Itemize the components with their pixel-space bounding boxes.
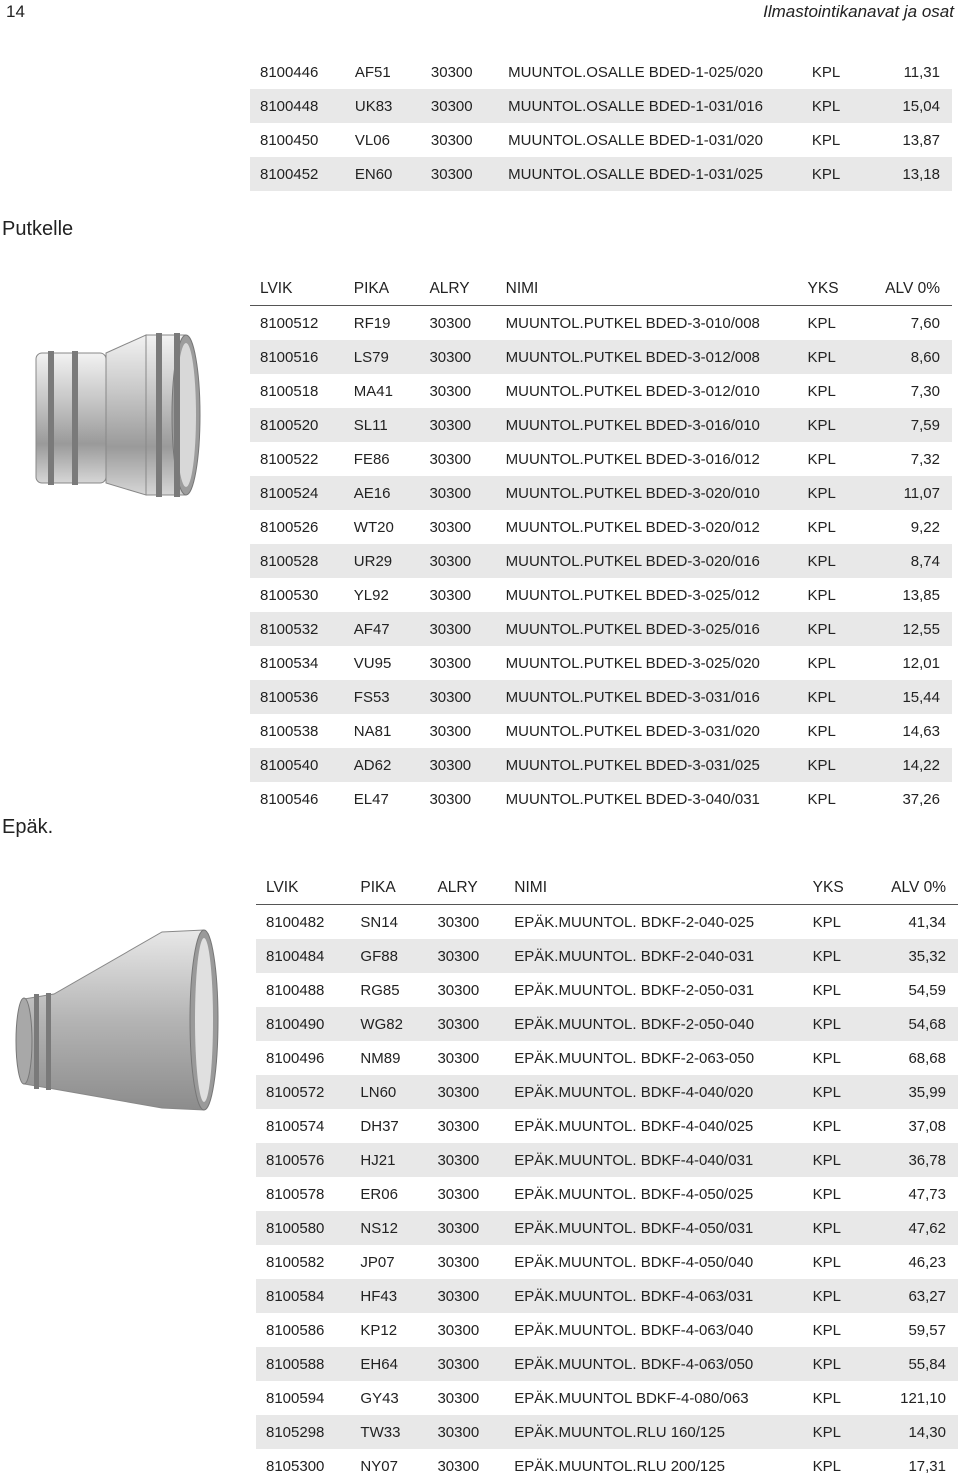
table-row	[256, 1381, 958, 1415]
cell-lvik: 8100580	[256, 1211, 350, 1245]
cell-pika: UR29	[344, 544, 420, 578]
price-table-epak	[256, 872, 958, 1483]
cell-pika: EH64	[350, 1347, 427, 1381]
cell-yks: KPL	[811, 131, 841, 149]
cell-yks: KPL	[812, 1049, 841, 1067]
cell-yks: KPL	[798, 340, 859, 374]
cell-alv: 35,32	[864, 939, 958, 973]
cell-nimi: MUUNTOL.PUTKEL BDED-3-031/020	[505, 722, 760, 740]
cell-yks: KPL	[798, 544, 859, 578]
cell-yks: KPL	[803, 1279, 864, 1313]
table-row	[250, 442, 952, 476]
cell-lvik: 8100540	[250, 748, 344, 782]
cell-alry: 30300	[419, 408, 495, 442]
cell-pika: EN60	[345, 157, 421, 191]
cell-alv: 11,31	[903, 63, 940, 81]
column-header-yks: YKS	[812, 879, 844, 896]
cell-pika: AF51	[354, 63, 391, 81]
cell-lvik: 8100524	[250, 476, 344, 510]
cell-alry: 30300	[430, 63, 473, 81]
cell-yks: KPL	[798, 476, 859, 510]
cell-lvik: 8100586	[266, 1321, 325, 1339]
cell-nimi: MUUNTOL.PUTKEL BDED-3-020/010	[496, 476, 798, 510]
cell-alry: 30300	[437, 1185, 480, 1203]
cell-pika: JP07	[360, 1253, 395, 1271]
cell-alv: 11,07	[858, 476, 952, 510]
cell-nimi: EPÄK.MUUNTOL. BDKF-4-040/025	[514, 1117, 754, 1135]
table-row	[256, 973, 958, 1007]
cell-alry: 30300	[429, 586, 472, 604]
cell-nimi: MUUNTOL.PUTKEL BDED-3-025/016	[496, 612, 798, 646]
cell-yks: KPL	[812, 1321, 841, 1339]
cell-pika: VU95	[353, 654, 392, 672]
table-row	[250, 748, 952, 782]
table-row	[250, 782, 952, 816]
cell-lvik: 8100574	[266, 1117, 325, 1135]
cell-pika: GF88	[350, 939, 427, 973]
cell-nimi: EPÄK.MUUNTOL. BDKF-2-040-025	[514, 913, 755, 931]
cell-pika: AE16	[344, 476, 420, 510]
cell-alv: 35,99	[864, 1075, 958, 1109]
cell-nimi: MUUNTOL.OSALLE BDED-1-031/016	[498, 89, 802, 123]
table-row	[256, 1143, 958, 1177]
table-row	[256, 1347, 958, 1381]
cell-nimi: EPÄK.MUUNTOL.RLU 160/125	[504, 1415, 802, 1449]
table-row	[250, 55, 952, 89]
cell-alry: 30300	[429, 654, 472, 672]
cell-nimi: EPÄK.MUUNTOL. BDKF-4-050/031	[504, 1211, 802, 1245]
cell-pika: HJ21	[350, 1143, 427, 1177]
table-row	[256, 1041, 958, 1075]
cell-pika: NY07	[360, 1457, 398, 1475]
cell-alry: 30300	[430, 131, 473, 149]
cell-nimi: MUUNTOL.PUTKEL BDED-3-020/016	[496, 544, 798, 578]
cell-yks: KPL	[798, 408, 859, 442]
cell-alry: 30300	[427, 1415, 504, 1449]
cell-lvik: 8100594	[266, 1389, 325, 1407]
cell-yks: KPL	[803, 1211, 864, 1245]
column-header-yks: YKS	[807, 280, 839, 297]
cell-pika: WT20	[353, 518, 394, 536]
table-row	[256, 1415, 958, 1449]
cell-pika: MA41	[353, 382, 393, 400]
cell-alv: 41,34	[908, 913, 946, 931]
cell-alry: 30300	[419, 612, 495, 646]
table-row	[256, 905, 958, 940]
cell-lvik: 8100496	[266, 1049, 325, 1067]
cell-lvik: 8100588	[256, 1347, 350, 1381]
cell-lvik: 8100446	[260, 63, 319, 81]
cell-lvik: 8100572	[256, 1075, 350, 1109]
cell-alv: 7,59	[858, 408, 952, 442]
cell-pika: KP12	[360, 1321, 398, 1339]
column-header-pika: PIKA	[360, 879, 396, 896]
cell-yks: KPL	[802, 157, 863, 191]
cell-alry: 30300	[429, 722, 472, 740]
table-row	[256, 1007, 958, 1041]
column-header-lvik: LVIK	[260, 280, 293, 297]
cell-yks: KPL	[798, 612, 859, 646]
cell-yks: KPL	[807, 450, 836, 468]
cell-pika: NS12	[350, 1211, 427, 1245]
cell-alry: 30300	[419, 476, 495, 510]
table-row	[250, 340, 952, 374]
cell-nimi: EPÄK.MUUNTOL. BDKF-4-050/025	[514, 1185, 754, 1203]
cell-lvik: 8100546	[260, 790, 319, 808]
cell-alry: 30300	[437, 1253, 480, 1271]
cell-yks: KPL	[812, 1457, 841, 1475]
cell-lvik: 8100536	[250, 680, 344, 714]
cell-nimi: MUUNTOL.PUTKEL BDED-3-031/016	[496, 680, 798, 714]
cell-yks: KPL	[807, 314, 836, 332]
page-header-title: Ilmastointikanavat ja osat	[763, 2, 954, 21]
cell-lvik: 8100538	[260, 722, 319, 740]
table-row	[250, 89, 952, 123]
table-row	[250, 646, 952, 680]
table-row	[256, 1109, 958, 1143]
cell-nimi: MUUNTOL.OSALLE BDED-1-025/020	[508, 63, 763, 81]
cell-nimi: MUUNTOL.PUTKEL BDED-3-020/012	[505, 518, 760, 536]
cell-alv: 47,62	[864, 1211, 958, 1245]
cell-nimi: MUUNTOL.PUTKEL BDED-3-016/010	[496, 408, 798, 442]
cell-pika: NA81	[353, 722, 392, 740]
cell-pika: DH37	[360, 1117, 399, 1135]
cell-pika: RG85	[360, 981, 400, 999]
table-row	[250, 714, 952, 748]
column-header-alry: ALRY	[429, 280, 470, 297]
cell-pika: TW33	[350, 1415, 427, 1449]
cell-alv: 37,26	[902, 790, 940, 808]
cell-lvik: 8100530	[260, 586, 319, 604]
cell-yks: KPL	[803, 1075, 864, 1109]
table-row	[250, 306, 952, 341]
cell-alry: 30300	[437, 1117, 480, 1135]
cell-nimi: EPÄK.MUUNTOL. BDKF-4-040/020	[504, 1075, 802, 1109]
cell-yks: KPL	[803, 939, 864, 973]
eccentric-reducer-image	[14, 924, 224, 1114]
cell-nimi: EPÄK.MUUNTOL. BDKF-4-063/050	[504, 1347, 802, 1381]
cell-lvik: 8100512	[260, 314, 319, 332]
cell-alv: 13,18	[863, 157, 953, 191]
cell-nimi: EPÄK.MUUNTOL. BDKF-4-040/031	[504, 1143, 802, 1177]
cell-yks: KPL	[807, 586, 836, 604]
cell-yks: KPL	[802, 89, 863, 123]
table-row	[256, 1177, 958, 1211]
cell-lvik: 8100584	[256, 1279, 350, 1313]
table-row	[256, 939, 958, 973]
cell-lvik: 8100520	[250, 408, 344, 442]
cell-alv: 36,78	[864, 1143, 958, 1177]
table-row	[256, 1449, 958, 1483]
cell-alv: 14,22	[858, 748, 952, 782]
cell-pika: YL92	[353, 586, 389, 604]
cell-alv: 15,44	[858, 680, 952, 714]
table-row	[250, 374, 952, 408]
cell-alv: 55,84	[864, 1347, 958, 1381]
table-row	[256, 1075, 958, 1109]
cell-pika: SL11	[344, 408, 420, 442]
cell-nimi: EPÄK.MUUNTOL. BDKF-4-063/031	[504, 1279, 802, 1313]
cell-alry: 30300	[427, 1143, 504, 1177]
cell-nimi: EPÄK.MUUNTOL. BDKF-2-063-050	[514, 1049, 755, 1067]
cell-pika: FE86	[353, 450, 390, 468]
table-row	[250, 476, 952, 510]
column-header-pika: PIKA	[353, 280, 390, 297]
cell-yks: KPL	[803, 1415, 864, 1449]
cell-lvik: 8100490	[256, 1007, 350, 1041]
cell-nimi: MUUNTOL.PUTKEL BDED-3-012/008	[496, 340, 798, 374]
cell-nimi: MUUNTOL.PUTKEL BDED-3-016/012	[505, 450, 760, 468]
cell-nimi: EPÄK.MUUNTOL. BDKF-2-050-031	[514, 981, 755, 999]
cell-alry: 30300	[421, 157, 498, 191]
cell-yks: KPL	[798, 680, 859, 714]
table-row	[250, 408, 952, 442]
table-row	[256, 1245, 958, 1279]
table-row	[250, 510, 952, 544]
cell-nimi: MUUNTOL.PUTKEL BDED-3-025/012	[505, 586, 760, 604]
cell-alv: 59,57	[908, 1321, 946, 1339]
cell-alry: 30300	[427, 939, 504, 973]
table-row	[256, 1211, 958, 1245]
cell-alv: 13,87	[902, 131, 940, 149]
cell-lvik: 8100516	[250, 340, 344, 374]
cell-alv: 63,27	[864, 1279, 958, 1313]
cell-alv: 37,08	[908, 1117, 946, 1135]
cell-pika: NM89	[360, 1049, 401, 1067]
table-row	[250, 544, 952, 578]
cell-alry: 30300	[419, 544, 495, 578]
cell-alry: 30300	[437, 1049, 480, 1067]
cell-yks: KPL	[807, 790, 836, 808]
cell-alry: 30300	[429, 450, 472, 468]
cell-alry: 30300	[427, 1211, 504, 1245]
cell-nimi: MUUNTOL.PUTKEL BDED-3-025/020	[505, 654, 760, 672]
cell-nimi: MUUNTOL.PUTKEL BDED-3-012/010	[505, 382, 760, 400]
cell-yks: KPL	[803, 1143, 864, 1177]
cell-alry: 30300	[427, 1007, 504, 1041]
cell-alry: 30300	[427, 1347, 504, 1381]
cell-lvik: 8100522	[260, 450, 319, 468]
cell-lvik: 8105300	[266, 1457, 325, 1475]
cell-pika: ER06	[360, 1185, 398, 1203]
cell-alv: 12,01	[902, 654, 940, 672]
cell-yks: KPL	[812, 981, 841, 999]
cell-pika: LN60	[350, 1075, 427, 1109]
cell-alv: 13,85	[902, 586, 940, 604]
cell-pika: WG82	[350, 1007, 427, 1041]
table-row	[250, 157, 952, 191]
table-row	[250, 680, 952, 714]
cell-alry: 30300	[429, 790, 472, 808]
cell-lvik: 8100534	[260, 654, 319, 672]
reducer-fitting-image	[28, 325, 208, 505]
cell-lvik: 8100576	[256, 1143, 350, 1177]
column-header-nimi: NIMI	[514, 879, 547, 896]
cell-alv: 47,73	[908, 1185, 946, 1203]
price-table-putkelle	[250, 273, 952, 816]
cell-pika: AF47	[344, 612, 420, 646]
cell-alry: 30300	[419, 340, 495, 374]
cell-alv: 8,60	[858, 340, 952, 374]
cell-alv: 7,32	[910, 450, 940, 468]
cell-alv: 121,10	[900, 1389, 946, 1407]
cell-alry: 30300	[437, 1321, 480, 1339]
cell-alv: 54,59	[908, 981, 946, 999]
table-row	[250, 123, 952, 157]
table-row	[250, 578, 952, 612]
cell-yks: KPL	[807, 382, 836, 400]
cell-pika: AD62	[344, 748, 420, 782]
cell-nimi: MUUNTOL.PUTKEL BDED-3-040/031	[505, 790, 760, 808]
cell-nimi: MUUNTOL.OSALLE BDED-1-031/025	[498, 157, 802, 191]
cell-alry: 30300	[419, 680, 495, 714]
cell-yks: KPL	[798, 748, 859, 782]
table-header-row	[250, 273, 952, 306]
cell-alry: 30300	[429, 518, 472, 536]
page-number: 14	[6, 2, 25, 21]
cell-nimi: EPÄK.MUUNTOL BDKF-4-080/063	[514, 1389, 749, 1407]
cell-nimi: MUUNTOL.PUTKEL BDED-3-031/025	[496, 748, 798, 782]
cell-yks: KPL	[812, 913, 841, 931]
cell-nimi: EPÄK.MUUNTOL. BDKF-4-050/040	[514, 1253, 754, 1271]
column-header-alv: ALV 0%	[891, 879, 946, 896]
cell-yks: KPL	[803, 1347, 864, 1381]
section-title-putkelle: Putkelle	[2, 218, 74, 240]
cell-lvik: 8100488	[266, 981, 325, 999]
column-header-alv: ALV 0%	[885, 280, 940, 297]
cell-pika: SN14	[360, 913, 398, 931]
cell-alv: 14,63	[902, 722, 940, 740]
table-row	[256, 1313, 958, 1347]
cell-alry: 30300	[437, 1389, 480, 1407]
cell-alry: 30300	[429, 314, 472, 332]
cell-alry: 30300	[419, 748, 495, 782]
cell-alv: 9,22	[910, 518, 940, 536]
cell-alv: 12,55	[858, 612, 952, 646]
cell-alry: 30300	[421, 89, 498, 123]
cell-alv: 46,23	[908, 1253, 946, 1271]
cell-alry: 30300	[437, 913, 480, 931]
cell-alv: 15,04	[863, 89, 953, 123]
cell-lvik: 8100452	[250, 157, 345, 191]
cell-lvik: 8100448	[250, 89, 345, 123]
cell-lvik: 8100482	[266, 913, 325, 931]
cell-alry: 30300	[437, 1457, 480, 1475]
table-header-row	[256, 872, 958, 905]
cell-lvik: 8100532	[250, 612, 344, 646]
table-row	[250, 612, 952, 646]
cell-lvik: 8100518	[260, 382, 319, 400]
cell-yks: KPL	[812, 1253, 841, 1271]
cell-nimi: EPÄK.MUUNTOL. BDKF-2-050-040	[504, 1007, 802, 1041]
cell-pika: EL47	[353, 790, 389, 808]
cell-yks: KPL	[807, 722, 836, 740]
cell-nimi: MUUNTOL.PUTKEL BDED-3-010/008	[505, 314, 760, 332]
section-title-epak: Epäk.	[2, 816, 54, 838]
cell-lvik: 8100450	[260, 131, 319, 149]
cell-yks: KPL	[812, 1117, 841, 1135]
cell-nimi: EPÄK.MUUNTOL. BDKF-4-063/040	[514, 1321, 754, 1339]
cell-yks: KPL	[812, 1389, 841, 1407]
cell-nimi: EPÄK.MUUNTOL.RLU 200/125	[514, 1457, 725, 1475]
cell-yks: KPL	[803, 1007, 864, 1041]
cell-lvik: 8100484	[256, 939, 350, 973]
cell-pika: VL06	[354, 131, 390, 149]
cell-nimi: MUUNTOL.OSALLE BDED-1-031/020	[508, 131, 763, 149]
cell-lvik: 8100582	[266, 1253, 325, 1271]
cell-alv: 68,68	[908, 1049, 946, 1067]
cell-lvik: 8100528	[250, 544, 344, 578]
cell-pika: FS53	[344, 680, 420, 714]
table-row	[256, 1279, 958, 1313]
cell-pika: GY43	[360, 1389, 399, 1407]
cell-alv: 7,30	[910, 382, 940, 400]
cell-alv: 17,31	[908, 1457, 946, 1475]
cell-nimi: EPÄK.MUUNTOL. BDKF-2-040-031	[504, 939, 802, 973]
cell-alv: 7,60	[910, 314, 940, 332]
cell-lvik: 8100526	[260, 518, 319, 536]
cell-alry: 30300	[427, 1075, 504, 1109]
column-header-nimi: NIMI	[505, 280, 539, 297]
cell-alv: 14,30	[864, 1415, 958, 1449]
cell-pika: HF43	[350, 1279, 427, 1313]
column-header-lvik: LVIK	[266, 879, 299, 896]
cell-yks: KPL	[807, 654, 836, 672]
cell-yks: KPL	[811, 63, 841, 81]
cell-pika: UK83	[345, 89, 421, 123]
cell-alv: 8,74	[858, 544, 952, 578]
cell-lvik: 8105298	[256, 1415, 350, 1449]
cell-yks: KPL	[812, 1185, 841, 1203]
cell-alry: 30300	[437, 981, 480, 999]
price-table-osalle	[250, 55, 952, 191]
cell-yks: KPL	[807, 518, 836, 536]
cell-lvik: 8100578	[266, 1185, 325, 1203]
cell-alry: 30300	[427, 1279, 504, 1313]
cell-pika: LS79	[344, 340, 420, 374]
cell-alry: 30300	[429, 382, 472, 400]
cell-pika: RF19	[353, 314, 391, 332]
column-header-alry: ALRY	[437, 879, 478, 896]
cell-alv: 54,68	[864, 1007, 958, 1041]
